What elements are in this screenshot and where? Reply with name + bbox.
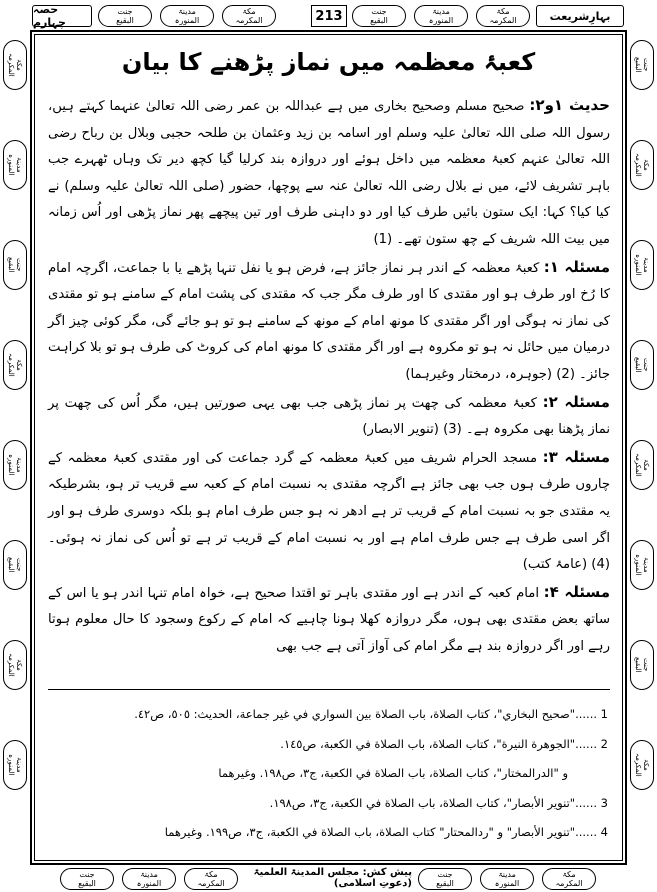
pill-bottom: المنورہ (7, 754, 15, 776)
pill-top: مدینۃ (432, 7, 450, 16)
pill-top: جنت (642, 58, 650, 72)
header-pill (222, 5, 276, 27)
pill-bottom: المکرمہ (634, 153, 642, 177)
pill-bottom: المکرمہ (197, 879, 225, 888)
footnotes (52, 700, 608, 848)
pill-top: مدینۃ (498, 870, 516, 879)
pill-bottom: المکرمہ (235, 16, 263, 25)
footer-pill (184, 868, 238, 890)
side-pill (3, 40, 27, 90)
pill-top: مکۃ (642, 759, 650, 771)
pill-top: مدینۃ (642, 557, 650, 573)
paragraph (48, 444, 610, 579)
pill-bottom: البقیع (78, 879, 96, 888)
pill-bottom: المکرمہ (7, 653, 15, 677)
footnote (52, 759, 608, 789)
footnote-number: 4 (600, 825, 608, 839)
footnote-text: "الجوهرة النيرة"، كتاب الصلاة، باب الصلاة في الكعبة، ص١٤٥. (280, 736, 576, 751)
publisher-credit: پیش کش: مجلس المدینۃ العلمیۃ (دعوتِ اسلامی) (253, 867, 412, 889)
pill-top: مکۃ (15, 359, 23, 371)
pill-top: جنت (15, 258, 23, 272)
pill-top: جنت (642, 358, 650, 372)
side-pill (3, 740, 27, 790)
side-pill (630, 40, 654, 90)
pill-top: مدینۃ (178, 7, 196, 16)
pill-top: جنت (437, 870, 453, 879)
paragraph (48, 579, 610, 661)
pill-bottom: البقیع (634, 657, 642, 673)
pill-bottom: البقیع (370, 16, 388, 25)
footnote: 1 ...... "صحيح البخاري"، كتاب الصلاة، باب الصلاة بين السواري في غير جماعة، الحديث: ٥٠٥، ص٤٢. (52, 700, 608, 730)
header-pill (98, 5, 152, 27)
paragraph (48, 92, 610, 254)
footer-pill (60, 868, 114, 890)
paragraph-label: مسئلہ ۳: (542, 447, 610, 466)
side-pill (3, 340, 27, 390)
paragraph (48, 254, 610, 389)
pill-bottom: المکرمہ (7, 53, 15, 77)
pill-top: مکۃ (642, 159, 650, 171)
pill-top: مکۃ (15, 59, 23, 71)
pill-top: مکۃ (15, 659, 23, 671)
paragraph-text: مسجد الحرام شریف میں کعبۂ معظمہ کے گرد جماعت کی اور مقتدی کعبۂ معظمہ کے چاروں طرف ہوں جب بھی جائز ہے اگرچہ مقتدی بہ نسبت امام کے کعبہ سے قریب تر ہو، بشرطیکہ یہ مقتدی جو بہ نسبت امام کے قریب تر ہے ادھر نہ ہو جس طرف امام ہو بلکہ دوسری طرف ہو اور اگر اسی طرف ہے جس طرف امام ہے اور بہ نسبت امام کے قریب تر ہے تو اُس کی نماز نہ ہوئی۔ (4) (عامۂ کتب) (48, 450, 610, 573)
side-pill (3, 540, 27, 590)
side-pill (630, 740, 654, 790)
paragraph-label: مسئلہ ۴: (543, 582, 610, 601)
side-pill (630, 340, 654, 390)
footnote-text: و "الدرالمختار"، كتاب الصلاة، باب الصلاة في الكعبة، ج٣، ص١٩٨. وغيرهما (218, 766, 568, 780)
header-pill (160, 5, 214, 27)
paragraph-label: حدیث ۱و۲: (529, 96, 610, 114)
side-pill (630, 140, 654, 190)
footer-pill (418, 868, 472, 890)
pill-bottom: المکرمہ (489, 16, 517, 25)
page-title: کعبۂ معظمہ میں نماز پڑھنے کا بیان (121, 48, 536, 76)
footnote-number: 3 (600, 795, 608, 810)
pill-bottom: المکرمہ (634, 753, 642, 777)
pill-bottom: البقیع (634, 57, 642, 73)
pill-bottom: المکرمہ (634, 453, 642, 477)
footnote-number: 1 (600, 707, 608, 721)
footnote: 4 ...... "تنوير الأبصار" و "ردالمحتار" كتاب الصلاة، باب الصلاة في الكعبة، ج٣، ص١٩٩. وغيرهما (52, 818, 608, 848)
pill-bottom: البقیع (116, 16, 134, 25)
pill-bottom: المکرمہ (7, 353, 15, 377)
side-pill (630, 640, 654, 690)
pill-top: جنت (371, 7, 387, 16)
pill-top: جنت (79, 870, 95, 879)
footnote-separator (48, 689, 610, 690)
pill-top: مکۃ (242, 7, 256, 16)
header-pill (476, 5, 530, 27)
pill-top: مدینۃ (15, 157, 23, 173)
paragraph-label: مسئلہ ۲: (542, 392, 610, 411)
pill-bottom: المکرمہ (555, 879, 583, 888)
pill-bottom: البقیع (7, 557, 15, 573)
pill-bottom: المنورہ (634, 254, 642, 276)
pill-bottom: المنورہ (174, 16, 200, 25)
part-label: حصہ چہارم (32, 5, 92, 27)
footnote-text: "تنوير الأبصار"، كتاب الصلاة، باب الصلاة في الكعبة، ج٣، ص١٩٨. (269, 795, 576, 810)
pill-bottom: المنورہ (494, 879, 520, 888)
pill-top: مدینۃ (15, 757, 23, 773)
pill-bottom: المنورہ (7, 454, 15, 476)
pill-bottom: البقیع (7, 257, 15, 273)
book-title: بہارِشریعت (536, 5, 624, 27)
footer-pill (122, 868, 176, 890)
paragraph-text: صحیح مسلم وصحیح بخاری میں ہے عبداللہ بن عمر رضی اللہ تعالیٰ عنہما کہتے ہیں، رسول اللہ صلی اللہ تعالیٰ علیہ وسلم اور اسامہ بن زید وعثمان بن طلحہ حجبی وبلال بن رباح رضی اللہ تعالیٰ عنہم کعبۂ معظمہ میں داخل ہوئے اور دروازہ بند کرلیا گیا کچھ دیر تک وہاں ٹھہرے جب باہر تشریف لائے، میں نے بلال رضی اللہ تعالیٰ عنہ سے پوچھا، حضور (صلی اللہ تعالیٰ علیہ وسلم) نے کیا کیا؟ کہا: ایک ستون بائیں طرف کیا اور دو داہنی طرف اور تین پیچھے پھر نماز پڑھی اور اُس زمانہ میں بیت اللہ شریف کے چھ ستون تھے۔ (1) (48, 99, 610, 247)
side-pill (3, 140, 27, 190)
pill-bottom: البقیع (634, 357, 642, 373)
pill-bottom: المنورہ (136, 879, 162, 888)
paragraph-text: کعبۂ معظمہ کے اندر ہر نماز جائز ہے، فرض ہو یا نفل تنہا پڑھے یا با جماعت، اگرچہ امام کا رُخ اور طرف ہو اور مقتدی کا اور طرف مگر جب کہ مقتدی کی پشت امام کے سامنے ہو تو مقتدی کی نماز نہ ہوگی اور اگر مقتدی کا مونھ امام کے مونھ کے سامنے ہو تو ہو جائے گی، مگر کوئی چیز اگر درمیان میں حائل نہ ہو تو مکروہ ہے اور اگر مقتدی کا مونھ امام کی کروٹ کی طرف ہو تو بلا کراہت جائز۔ (2) (جوہرہ، درمختار وغیرہما) (48, 260, 610, 382)
side-pill (3, 440, 27, 490)
footer-pill (480, 868, 534, 890)
pill-top: مدینۃ (140, 870, 158, 879)
pill-top: مدینۃ (642, 257, 650, 273)
header-pill (352, 5, 406, 27)
footnote-text: "تنوير الأبصار" و "ردالمحتار" كتاب الصلاة، باب الصلاة في الكعبة، ج٣، ص١٩٩. وغيرهما (164, 825, 576, 839)
side-pill (3, 640, 27, 690)
footnote: 3 ...... "تنوير الأبصار"، كتاب الصلاة، باب الصلاة في الكعبة، ج٣، ص١٩٨. (52, 789, 608, 819)
paragraph-text: امام کعبہ کے اندر ہے اور مقتدی باہر تو اقتدا صحیح ہے، خواہ امام تنہا اندر ہو یا اس کے ساتھ بعض مقتدی بھی ہوں، مگر دروازہ کھلا ہونا چاہیے کہ امام کے رکوع وسجود کا حال معلوم ہوتا رہے اور اگر دروازہ بند ہے مگر امام کی آواز آتی ہے جب بھی (48, 585, 610, 654)
pill-top: جنت (117, 7, 133, 16)
pill-bottom: المنورہ (428, 16, 454, 25)
pill-top: جنت (642, 658, 650, 672)
footnote: 2 ...... "الجوهرة النيرة"، كتاب الصلاة، باب الصلاة في الكعبة، ص١٤٥. (52, 730, 608, 760)
paragraph-text: کعبۂ معظمہ کی چھت پر نماز پڑھی جب بھی یہی صورتیں ہیں، مگر اُس کی چھت پر نماز پڑھنا بھی مکروہ ہے۔ (3) (تنویر الابصار) (48, 395, 610, 438)
footnote-number: 2 (600, 736, 608, 751)
paragraph (48, 389, 610, 444)
pill-bottom: المنورہ (634, 554, 642, 576)
pill-top: مکۃ (642, 459, 650, 471)
footnote-text: "صحيح البخاري"، كتاب الصلاة، باب الصلاة بين السواري في غير جماعة، الحديث: ٥٠٥، ص٤٢. (134, 707, 576, 721)
side-pill (630, 440, 654, 490)
page-number: 213 (311, 5, 347, 27)
side-pill (630, 540, 654, 590)
paragraph-label: مسئلہ ۱: (543, 257, 610, 276)
pill-top: مدینۃ (15, 457, 23, 473)
pill-bottom: البقیع (436, 879, 454, 888)
pill-bottom: المنورہ (7, 154, 15, 176)
footer-pill (542, 868, 596, 890)
side-pill (3, 240, 27, 290)
pill-top: مکۃ (562, 870, 576, 879)
pill-top: جنت (15, 558, 23, 572)
pill-top: مکۃ (496, 7, 510, 16)
body-text (48, 92, 610, 660)
side-pill (630, 240, 654, 290)
pill-top: مکۃ (204, 870, 218, 879)
header-pill (414, 5, 468, 27)
